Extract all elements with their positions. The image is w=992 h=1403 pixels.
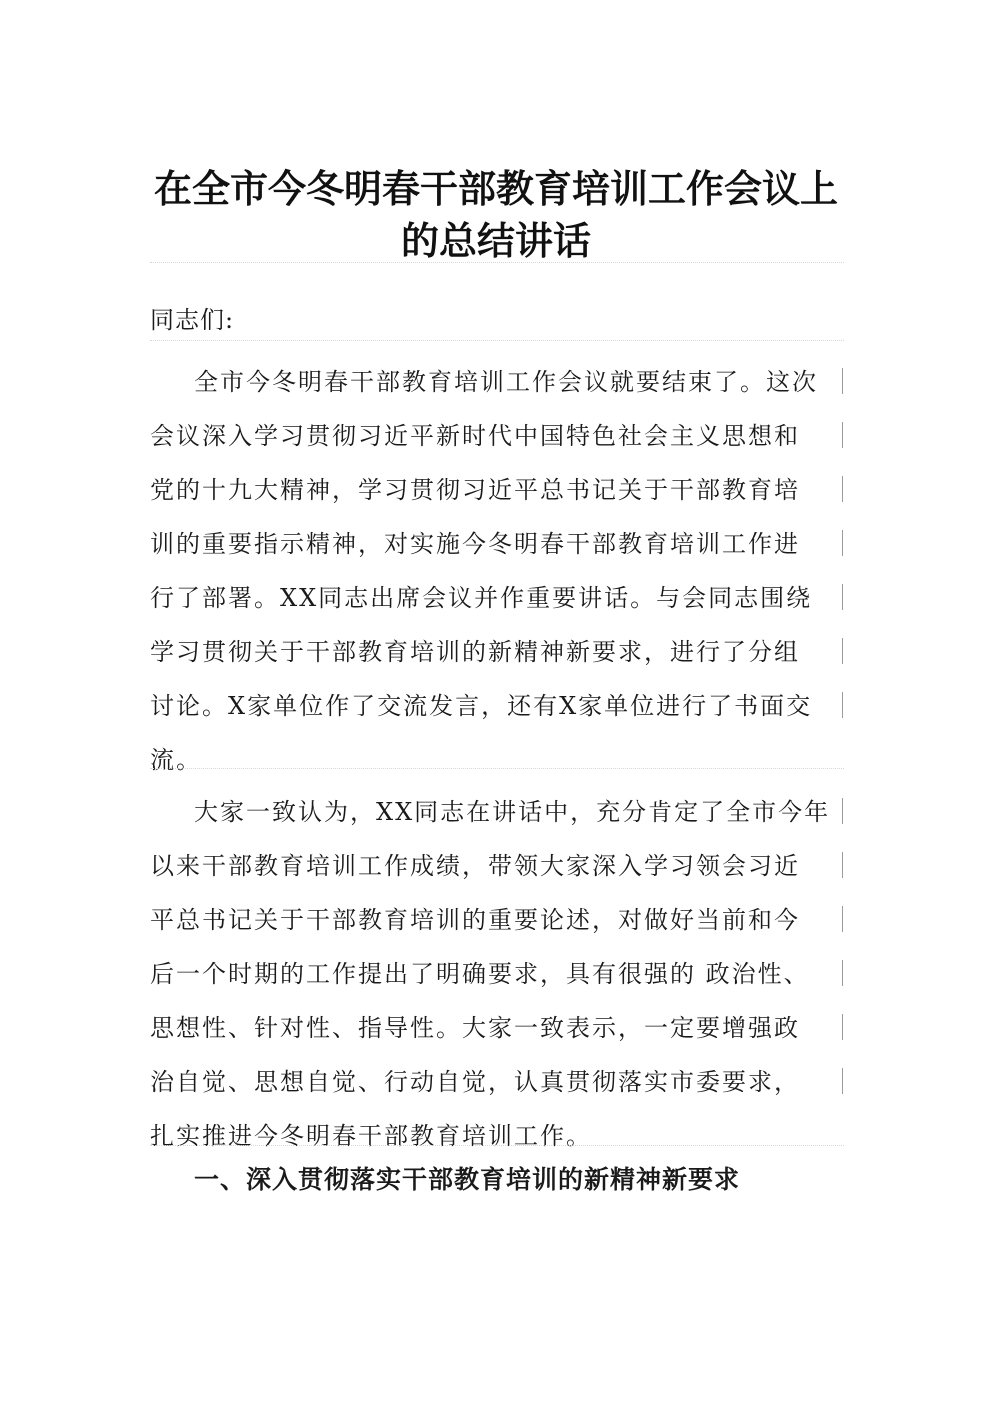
section-heading: 一、深入贯彻落实干部教育培训的新精神新要求 bbox=[194, 1165, 741, 1194]
margin-tick bbox=[842, 476, 843, 502]
document-title-line-2: 的总结讲话 bbox=[400, 219, 591, 263]
salutation: 同志们: bbox=[150, 306, 235, 334]
separator bbox=[150, 1145, 844, 1146]
paragraph-line: 讨论。X家单位作了交流发言，还有X家单位进行了书面交 bbox=[150, 692, 813, 720]
separator bbox=[150, 262, 844, 263]
separator bbox=[150, 340, 844, 341]
margin-tick bbox=[842, 692, 843, 718]
separator bbox=[150, 768, 844, 769]
paragraph-line: 学习贯彻关于干部教育培训的新精神新要求，进行了分组 bbox=[150, 638, 800, 666]
document-title-line-1: 在全市今冬明春干部教育培训工作会议上 bbox=[153, 167, 838, 211]
paragraph-line: 后一个时期的工作提出了明确要求，具有很强的 政治性、 bbox=[150, 960, 810, 988]
paragraph-line: 治自觉、思想自觉、行动自觉，认真贯彻落实市委要求， bbox=[150, 1068, 800, 1096]
margin-tick bbox=[842, 1014, 843, 1040]
paragraph-line: 会议深入学习贯彻习近平新时代中国特色社会主义思想和 bbox=[150, 422, 800, 450]
paragraph-1 bbox=[150, 355, 844, 787]
paragraph-line: 流。 bbox=[150, 746, 202, 774]
margin-tick bbox=[842, 798, 843, 824]
paragraph-line: 党的十九大精神，学习贯彻习近平总书记关于干部教育培 bbox=[150, 476, 800, 504]
paragraph-line: 思想性、针对性、指导性。大家一致表示，一定要增强政 bbox=[150, 1014, 800, 1042]
paragraph-line: 平总书记关于干部教育培训的重要论述，对做好当前和今 bbox=[150, 906, 800, 934]
paragraph-line: 行了部署。XX同志出席会议并作重要讲话。与会同志围绕 bbox=[150, 584, 813, 612]
margin-tick bbox=[842, 960, 843, 986]
paragraph-line: 全市今冬明春干部教育培训工作会议就要结束了。这次 bbox=[194, 368, 818, 396]
margin-tick bbox=[842, 638, 843, 664]
margin-tick bbox=[842, 906, 843, 932]
paragraph-line: 扎实推进今冬明春干部教育培训工作。 bbox=[150, 1122, 592, 1150]
margin-tick bbox=[842, 368, 843, 394]
margin-tick bbox=[842, 422, 843, 448]
paragraph-line: 以来干部教育培训工作成绩，带领大家深入学习领会习近 bbox=[150, 852, 800, 880]
margin-tick bbox=[842, 852, 843, 878]
margin-tick bbox=[842, 584, 843, 610]
paragraph-line: 训的重要指示精神，对实施今冬明春干部教育培训工作进 bbox=[150, 530, 800, 558]
margin-tick bbox=[842, 530, 843, 556]
paragraph-2 bbox=[150, 785, 844, 1163]
paragraph-line: 大家一致认为，XX同志在讲话中，充分肯定了全市今年 bbox=[194, 798, 831, 826]
margin-tick bbox=[842, 1068, 843, 1094]
